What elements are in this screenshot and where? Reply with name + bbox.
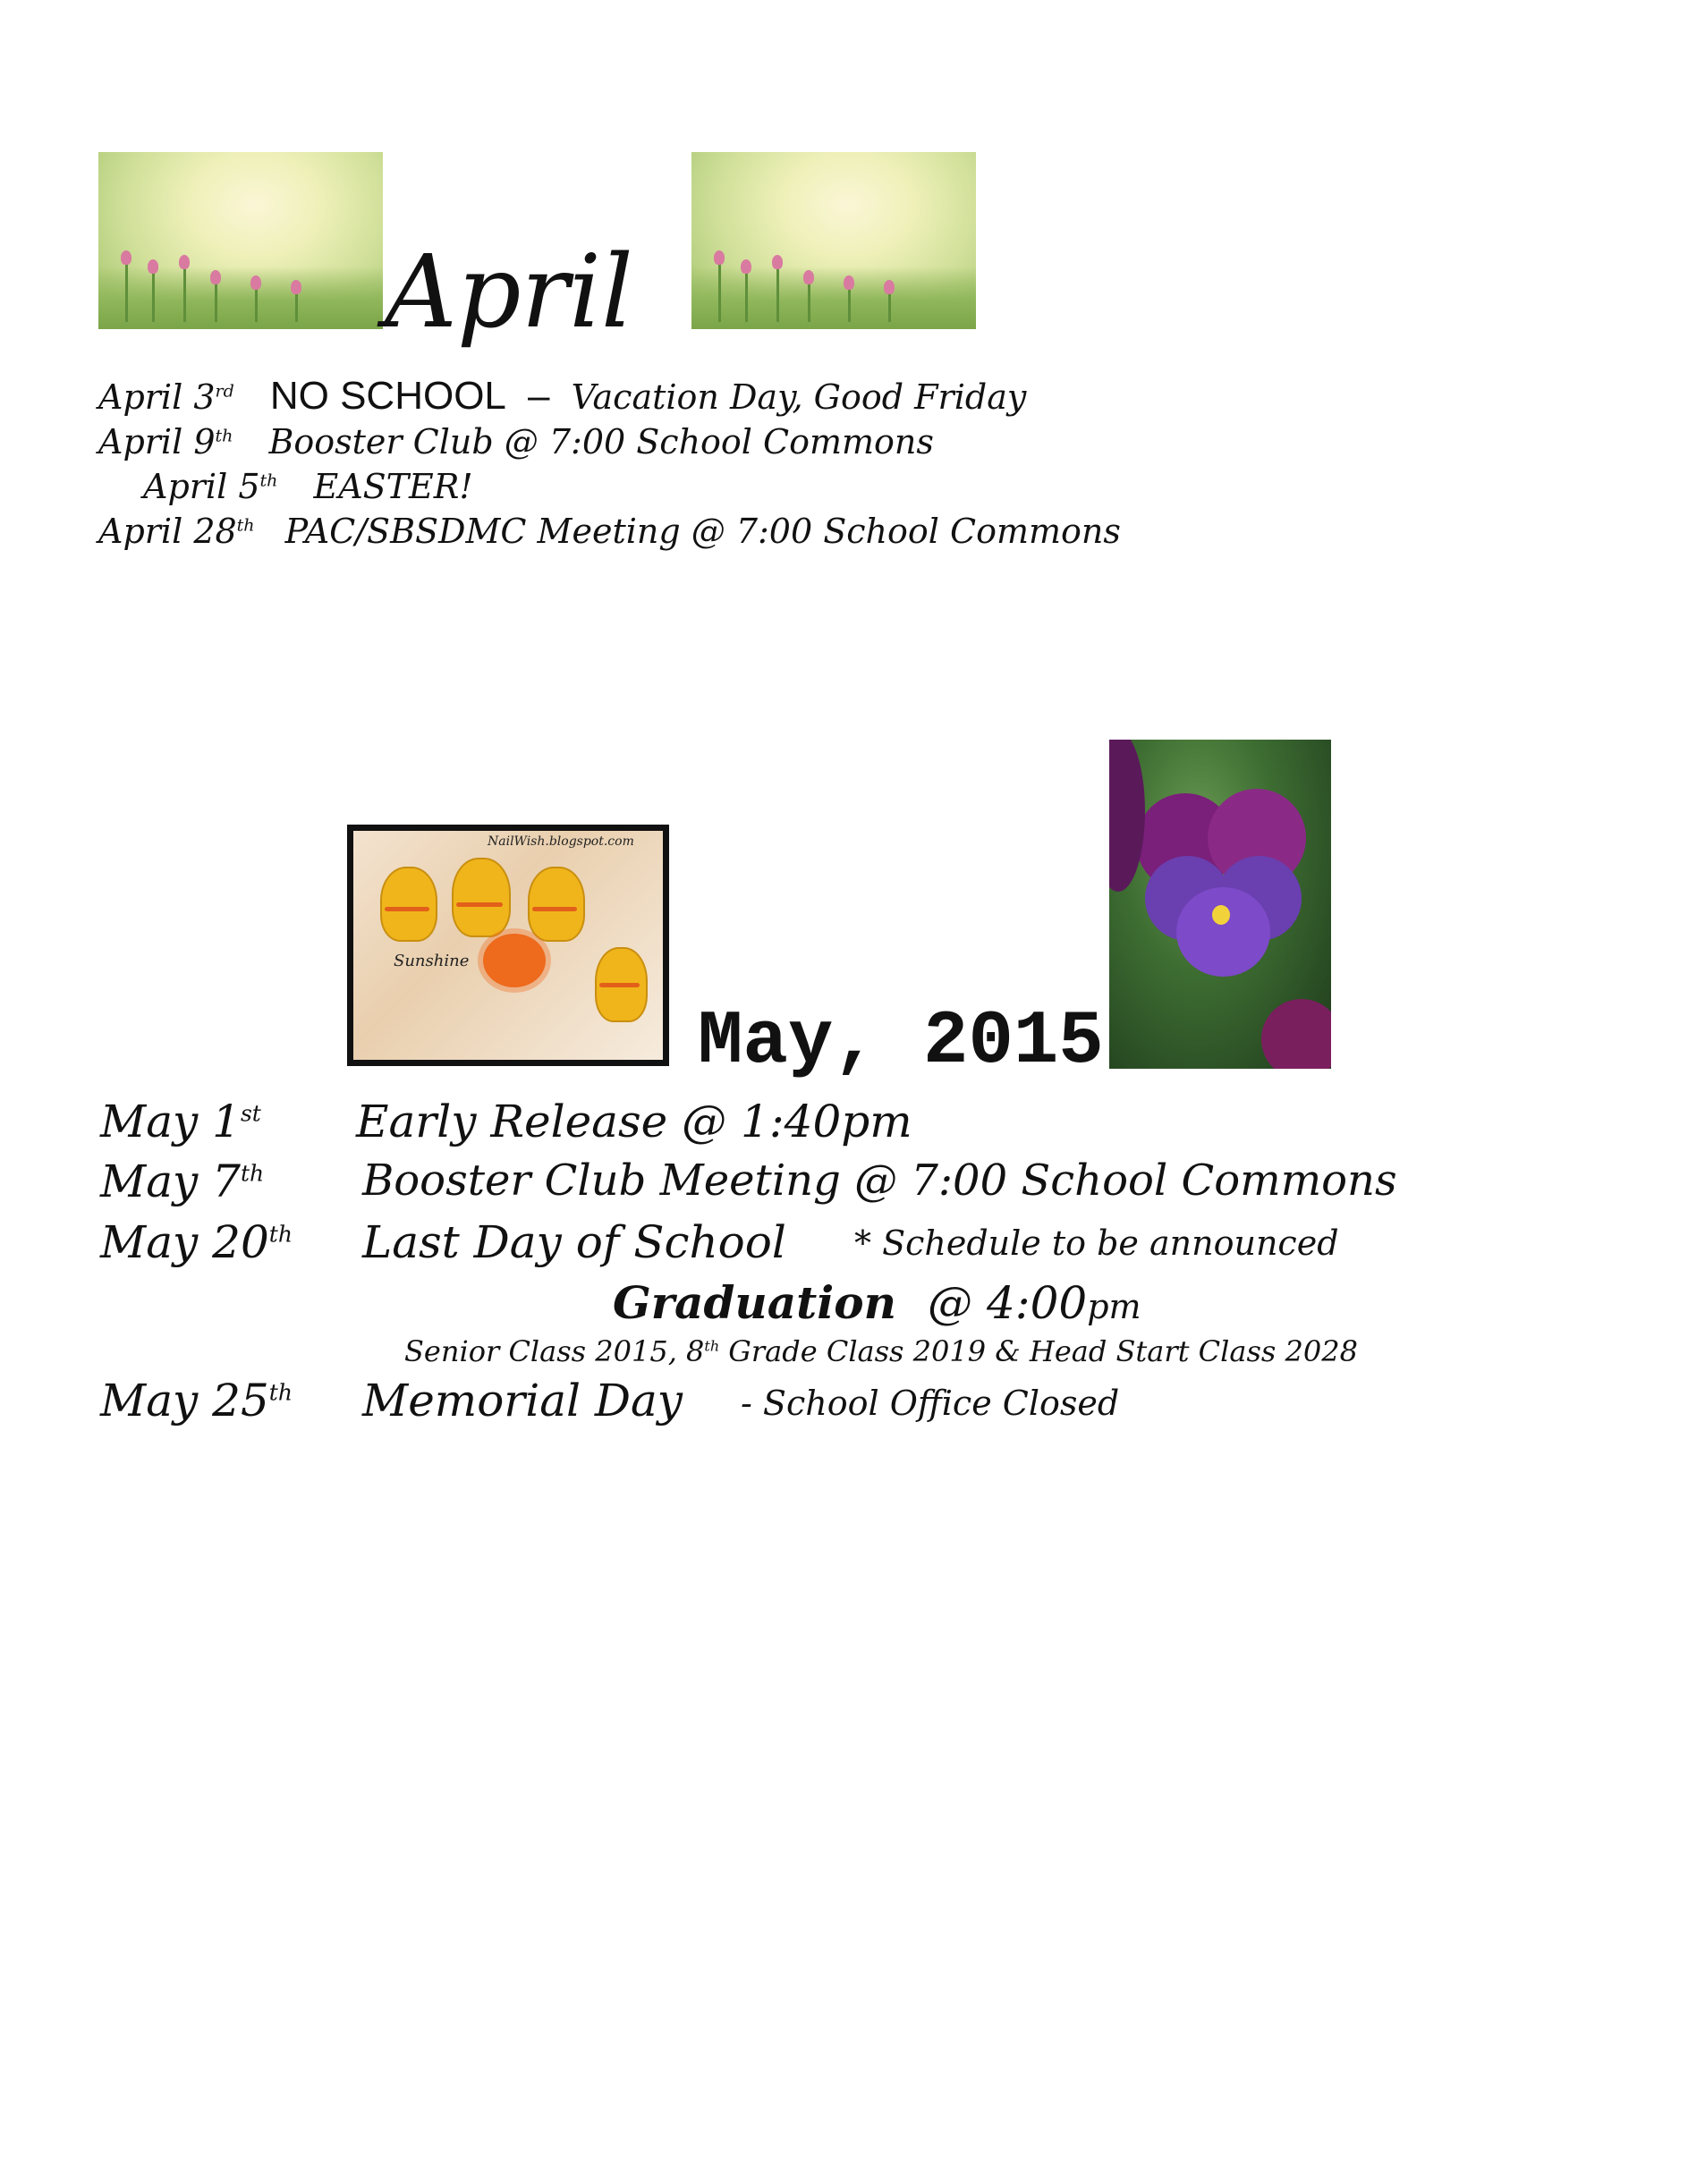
date-suffix: th: [268, 1379, 293, 1406]
april-event-row: [98, 512, 1121, 551]
event-detail: Early Release @ 1:40pm: [356, 1096, 912, 1147]
event-note: * Schedule to be announced: [854, 1223, 1339, 1263]
may-heading: May, 2015: [698, 1000, 1104, 1085]
spring-tulips-image-right: [691, 152, 976, 329]
may-event-row: [100, 1216, 293, 1268]
no-school-label: NO SCHOOL: [269, 374, 506, 418]
date-suffix: th: [240, 1160, 265, 1187]
event-date: April 3: [98, 377, 216, 417]
april-event-row: [143, 467, 473, 506]
event-date: May 7: [100, 1155, 241, 1207]
classes-text-rest: Grade Class 2019 & Head Start Class 2028: [719, 1334, 1358, 1368]
graduating-classes: [404, 1334, 1358, 1368]
april-heading: April: [385, 234, 633, 351]
graduation-time: @ 4:00: [928, 1277, 1088, 1329]
nail-image-label: Sunshine: [394, 952, 470, 970]
date-suffix: th: [215, 426, 233, 446]
may-event-row: [100, 1155, 264, 1207]
event-date: May 20: [100, 1216, 269, 1268]
event-note: - School Office Closed: [741, 1384, 1120, 1423]
date-suffix: th: [268, 1221, 293, 1248]
event-detail: Vacation Day, Good Friday: [571, 377, 1027, 417]
event-detail: Booster Club @ 7:00 School Commons: [268, 422, 934, 461]
graduation-label: Graduation: [613, 1276, 896, 1329]
event-detail: PAC/SBSDMC Meeting @ 7:00 School Commons: [284, 512, 1121, 551]
april-event-row: [98, 422, 934, 461]
classes-sup: th: [704, 1337, 720, 1355]
event-date: May 25: [100, 1375, 269, 1426]
date-suffix: rd: [215, 381, 234, 402]
event-date: April 9: [98, 422, 216, 461]
date-suffix: th: [259, 470, 278, 491]
date-suffix: th: [236, 515, 255, 536]
may-event-row: [100, 1375, 293, 1426]
dash: –: [527, 374, 550, 418]
event-detail: Booster Club Meeting @ 7:00 School Commons: [362, 1155, 1397, 1206]
classes-text: Senior Class 2015, 8: [404, 1334, 705, 1368]
event-date: May 1: [100, 1096, 241, 1147]
may-event-row: [100, 1096, 261, 1147]
event-detail: Last Day of School: [362, 1216, 786, 1268]
event-detail: Memorial Day: [362, 1375, 683, 1426]
graduation-row: [613, 1276, 1141, 1329]
spring-tulips-image-left: [98, 152, 383, 329]
april-event-row: [98, 374, 1026, 419]
event-detail: EASTER!: [313, 467, 473, 506]
sunshine-nail-art-image: [347, 825, 669, 1066]
event-date: April 28: [98, 512, 237, 551]
purple-pansy-image: [1109, 740, 1331, 1069]
event-date: April 5: [143, 467, 260, 506]
nail-image-watermark: NailWish.blogspot.com: [488, 834, 634, 849]
graduation-time-suffix: pm: [1087, 1287, 1141, 1326]
date-suffix: st: [240, 1100, 261, 1127]
